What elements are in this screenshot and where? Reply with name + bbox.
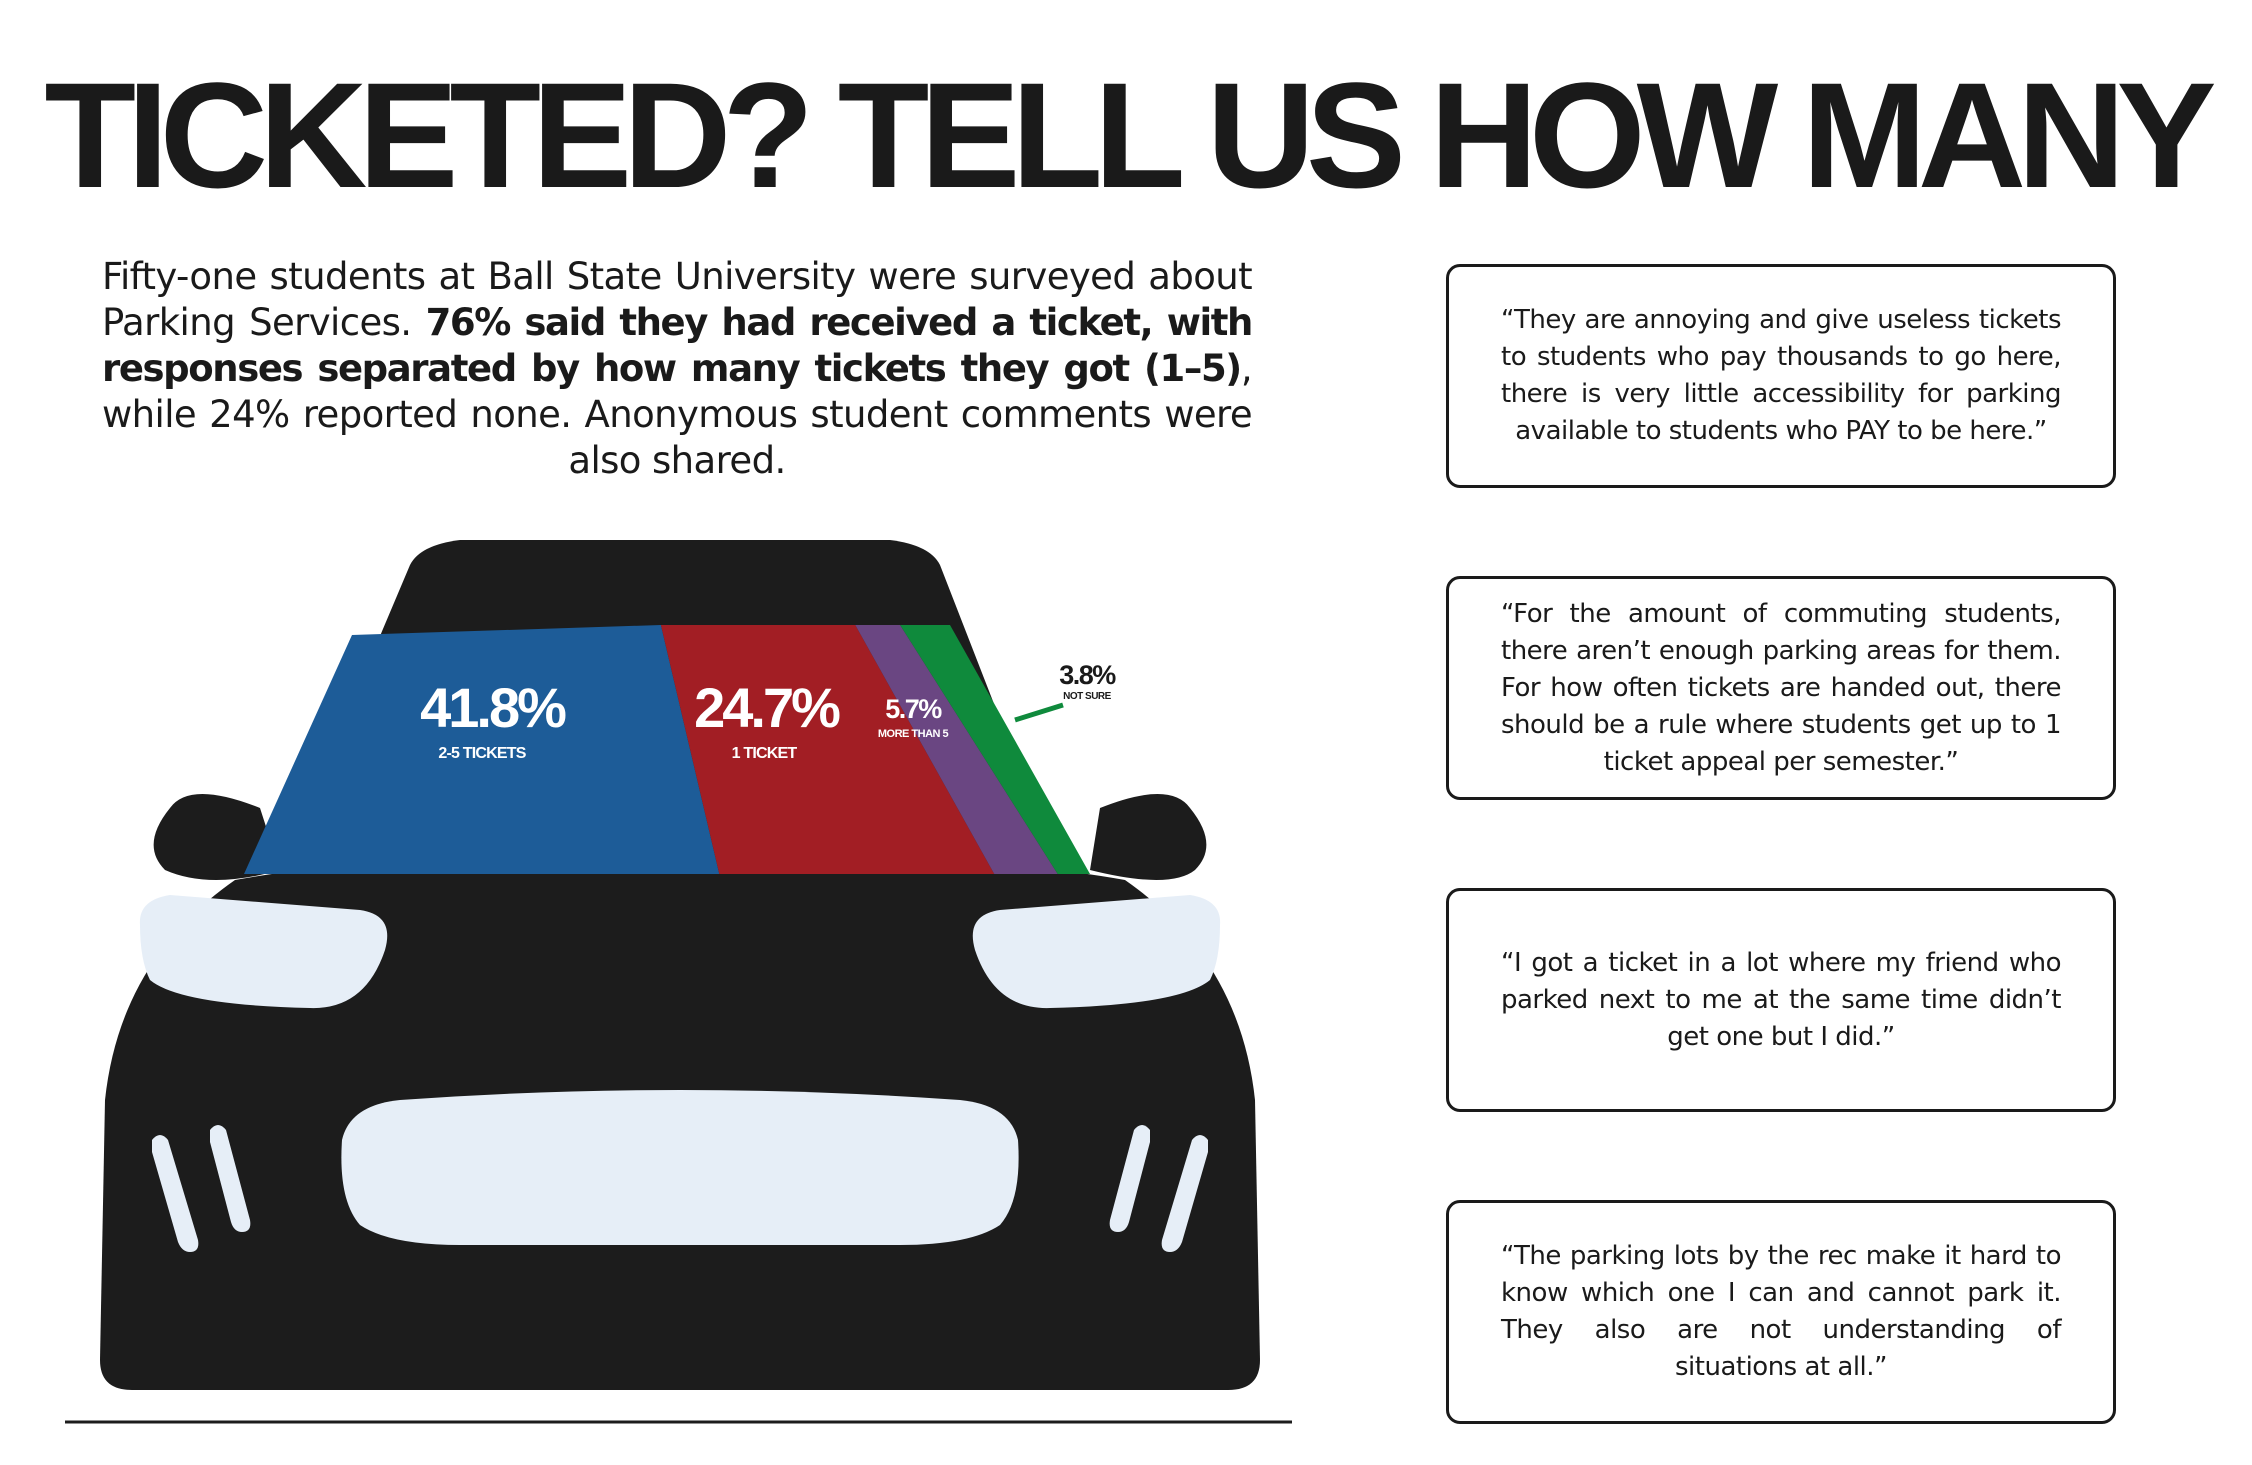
right-mirror-icon bbox=[1090, 794, 1206, 880]
page-title: TICKETED? TELL US HOW MANY bbox=[44, 51, 2208, 219]
quote-box-1 bbox=[1446, 264, 2116, 488]
quote-box-4 bbox=[1446, 1200, 2116, 1424]
category-label-3: NOT SURE bbox=[1063, 691, 1111, 702]
intro-text-end: , while 24% reported none. Anonymous student comments were also shared. bbox=[102, 347, 1252, 482]
value-label-1: 24.7% bbox=[694, 676, 838, 739]
intro-text-bold: 76% said they had received a ticket, with responses separated by how many tickets they got (1–5) bbox=[102, 301, 1252, 390]
value-label-2: 5.7% bbox=[885, 694, 941, 724]
category-label-2: MORE THAN 5 bbox=[877, 728, 949, 740]
value-label-0: 41.8% bbox=[420, 676, 564, 739]
value-label-3: 3.8% bbox=[1059, 660, 1115, 690]
callout-not-sure bbox=[1015, 660, 1116, 720]
category-label-0: 2-5 TICKETS bbox=[438, 745, 526, 762]
front-grille bbox=[341, 1090, 1018, 1245]
car-chart bbox=[60, 540, 1300, 1450]
right-headlight-icon bbox=[973, 895, 1220, 1008]
quote-text-3: “I got a ticket in a lot where my friend who parked next to me at the same time didn’t get one but I did.” bbox=[1501, 947, 2061, 1052]
quote-box-2 bbox=[1446, 576, 2116, 800]
quote-text-2: “For the amount of commuting students, there aren’t enough parking areas for them. For how often tickets are handed out, there should be a rule where students get up to 1 ticket appeal per semester.” bbox=[1501, 598, 2061, 777]
windshield-bars bbox=[244, 625, 1090, 874]
intro-paragraph bbox=[102, 254, 1252, 484]
category-label-1: 1 TICKET bbox=[731, 745, 797, 762]
intro-text-start: Fifty-one students at Ball State University were surveyed about Parking Services. bbox=[102, 255, 1252, 344]
quote-box-3 bbox=[1446, 888, 2116, 1112]
callout-line bbox=[1015, 705, 1063, 720]
quote-text-4: “The parking lots by the rec make it hard to know which one I can and cannot park it. They also are not understanding of situations at all.” bbox=[1501, 1241, 2061, 1382]
left-headlight-icon bbox=[140, 895, 387, 1008]
quote-text-1: “They are annoying and give useless tickets to students who pay thousands to go here, there is very little accessibility for parking available to students who PAY to be here.” bbox=[1501, 305, 2061, 446]
